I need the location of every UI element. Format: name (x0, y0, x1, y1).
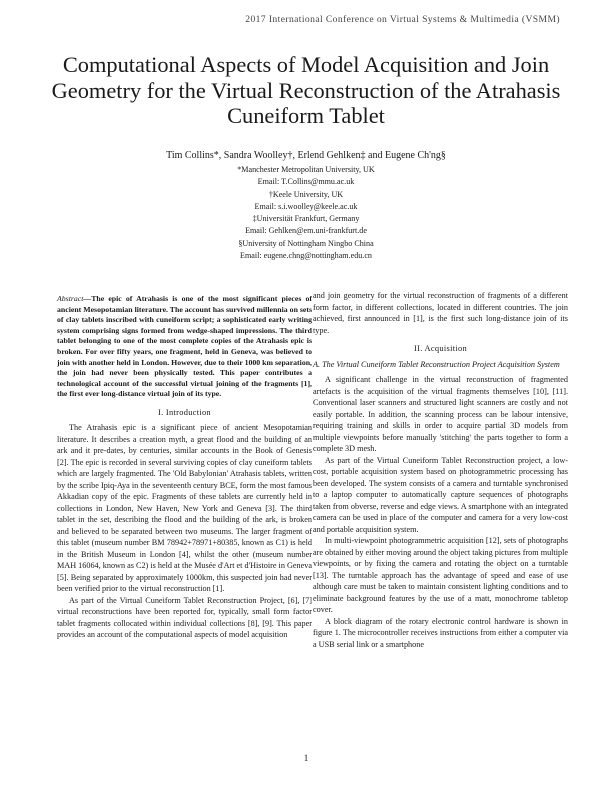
abstract (57, 294, 312, 400)
conference-header: 2017 International Conference on Virtual Systems & Multimedia (VSMM) (245, 14, 560, 25)
affiliations (0, 164, 612, 262)
paper-title: Computational Aspects of Model Acquisition and Join Geometry for the Virtual Reconstruction of the Atrahasis Cuneiform Tablet (51, 52, 561, 128)
affiliation-line: Email: eugene.chng@nottingham.edu.cn (240, 251, 372, 261)
affiliation-line: Email: T.Collins@mmu.ac.uk (257, 177, 355, 187)
right-column (313, 290, 568, 650)
page-number: 1 (303, 753, 309, 763)
section-heading-acquisition: II. Acquisition (414, 344, 467, 353)
body-paragraph: In multi-viewpoint photogrammetric acquisition [12], sets of photographs are obtained by either moving around the object taking pictures from multiple viewpoints, or by fixing the camera and rotating the object on a turntable [13]. The turntable approach has the advantage of speed and ease of use although care must be taken to maintain consistent lighting conditions and to eliminate background features by the use of a matt, monochrome tabletop cover. (313, 536, 568, 614)
left-column (57, 294, 312, 641)
affiliation-line: §University of Nottingham Ningbo China (238, 238, 374, 248)
body-paragraph: As part of the Virtual Cuneiform Tablet Reconstruction Project, [6], [7] virtual reconstructions have been reported for, typically, small form factor tablet fragments collocated within individual collections [8], [9]. This paper provides an account of the computational aspects of model acquisition (57, 595, 312, 640)
author-list: Tim Collins*, Sandra Woolley†, Erlend Gehlken‡ and Eugene Ch'ng§ (166, 150, 446, 161)
body-paragraph: and join geometry for the virtual reconstruction of fragments of a different form factor, in different collections, located in different countries. The join achieved, first announced in [1], is the first such long-distance join of its type. (313, 291, 568, 335)
affiliation-line: †Keele University, UK (268, 189, 344, 199)
subsection-heading: A. The Virtual Cuneiform Tablet Reconstruction Project Acquisition System (313, 359, 560, 369)
body-paragraph: As part of the Virtual Cuneiform Tablet Reconstruction project, a low-cost, portable acquisition system based on photogrammetric processing has been developed. The system consists of a camera and turntable synchronised to a laptop computer to automatically capture sequences of photographs taken from obverse, reverse and edge views. A smartphone with an integrated camera can be used in place of the computer and camera for a very low-cost and portable acquisition system. (313, 455, 568, 534)
body-paragraph: The Atrahasis epic is a significant piece of ancient Mesopotamian literature. It describes a creation myth, a great flood and the building of an ark and it pre-dates, by centuries, similar accounts in the Book of Genesis [2]. The epic is recorded in several surviving copies of clay cuneiform tablets which are largely fragmented. The 'Old Babylonian' Atrahasis tablets, written by the scribe Ipiq-Aya in the seventeenth century BCE, form the most famous Akkadian copy of the epic. Fragments of these tablets are currently held in collections in London, New Haven, New York and Geneva [3]. The third tablet in the set, describing the flood and the building of the ark, is broken and believed to be separated between two museums. The larger fragment of this tablet (museum number BM 78942+78971+80385, known as C1) is held in the British Museum in London [4], whilst the other (museum number MAH 16064, known as C2) is held at the Musée d'Art et d'Histoire in Geneva [5]. Being separated by approximately 1000km, this suspected join had never been verified prior to the virtual reconstruction [1]. (57, 423, 312, 594)
affiliation-line: Email: s.i.woolley@keele.ac.uk (254, 201, 358, 211)
affiliation-line: ‡Universität Frankfurt, Germany (252, 214, 360, 224)
affiliation-line: *Manchester Metropolitan University, UK (237, 165, 375, 174)
body-paragraph: A block diagram of the rotary electronic control hardware is shown in figure 1. The microcontroller receives instructions from either a computer via a USB serial link or a smartphone (313, 616, 568, 649)
body-paragraph: A significant challenge in the virtual reconstruction of fragmented artefacts is the acquisition of the virtual fragments themselves [10], [11]. Conventional laser scanners and structured light scanners are costly and not easily portable. In addition, the scanning process can be labour intensive, requiring training and skills in order to acquire partial 3D models from multiple viewpoints before manually 'stitching' the parts together to form a complete 3D mesh. (313, 375, 568, 453)
abstract-text: —The epic of Atrahasis is one of the most significant pieces of ancient Mesopotamian literature. The account has survived millennia on sets of clay tablets inscribed with cuneiform script; a sophisticated early writing system comprising signs formed from wedge-shaped impressions. The third tablet belonging to one of the most complete copies of the Atrahasis epic is broken. For over fifty years, one fragment, held in Geneva, was believed to join with another held in London. However, due to their 1000 km separation, the join had never been physically tested. This paper contributes a technological account of the successful virtual joining of the fragments [1], the first ever long-distance virtual join of its type. (57, 294, 312, 399)
section-heading-introduction: I. Introduction (158, 407, 211, 417)
abstract-label: Abstract (57, 294, 84, 303)
affiliation-line: Email: Gehlken@em.uni-frankfurt.de (245, 226, 367, 236)
